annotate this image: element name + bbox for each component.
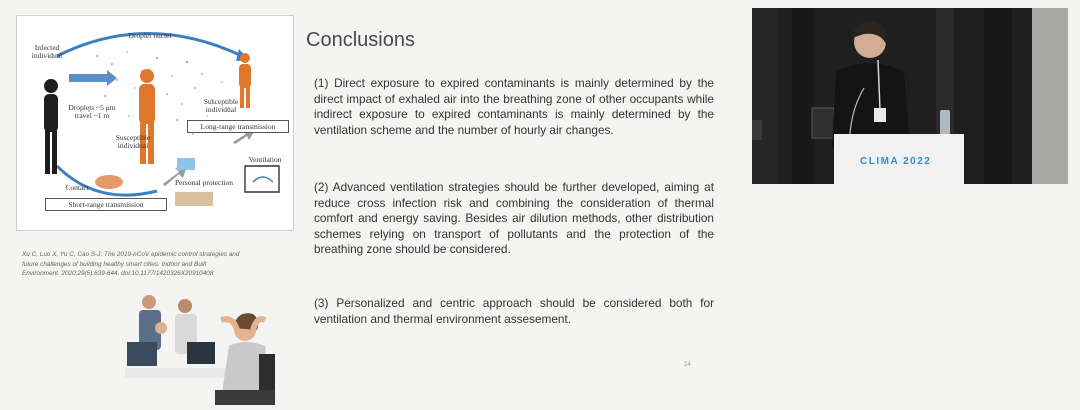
figure-citation: Xu C, Luo X, Yu C, Cao S-J. The 2019-nCoV epidemic control strategies and future challenges of building healthy smart cities. Indoor and Built Environment. 2020;29(5):639-644. doi:10.1177/1420326X20910408 (22, 251, 240, 278)
mask-icon (177, 158, 195, 170)
infected-person-figure (44, 79, 58, 174)
contact-hand (95, 175, 123, 189)
transmission-diagram (16, 15, 294, 231)
ventilation-box (245, 166, 279, 192)
nuclei-label: Droplet nuclei (128, 31, 172, 40)
office-photo-graphic (125, 290, 300, 405)
page-number: 24 (684, 362, 691, 368)
gloves-icon (175, 192, 213, 206)
personal-protection-label: Personal protection (174, 178, 234, 187)
susceptible-right-label: Susceptible individual (203, 97, 239, 115)
speaker-video (752, 8, 1068, 184)
contact-label: Contact (65, 183, 89, 192)
slide-title: Conclusions (306, 29, 415, 51)
infected-label: Infected individual (31, 43, 63, 61)
susceptible-center-label: Susceptible individual (115, 133, 151, 151)
conclusion-paragraph-1: (1) Direct exposure to expired contaminants is mainly determined by the direct impact of exhaled air into the breathing zone of other occupants while indirect exposure to expired contaminants is mainly determined by the ventilation scheme and the number of hourly air changes. (314, 76, 714, 137)
long-range-box: Long-range transmission (187, 120, 289, 133)
clima-logo: CLIMA 2022 (860, 156, 932, 167)
ventilation-label: Ventilation (248, 155, 282, 164)
droplet-arrow (69, 70, 117, 86)
conclusion-paragraph-3: (3) Personalized and centric approach should be considered both for ventilation and thermal environment assesement. (314, 296, 714, 326)
office-photo (125, 290, 300, 405)
conclusion-paragraph-2: (2) Advanced ventilation strategies should be further developed, aiming at reduce cross infection risk and combining the consideration of thermal comfort and energy saving. Besides air dilution methods, other distribution schemes relying on transport of pollutants and the protection of the breathing zone should be considered. (314, 180, 714, 257)
droplets-label: Droplets ~5 μm travel ~1 m (68, 103, 116, 121)
ventilation-flow (253, 177, 273, 182)
short-range-box: Short-range transmission (45, 198, 167, 211)
